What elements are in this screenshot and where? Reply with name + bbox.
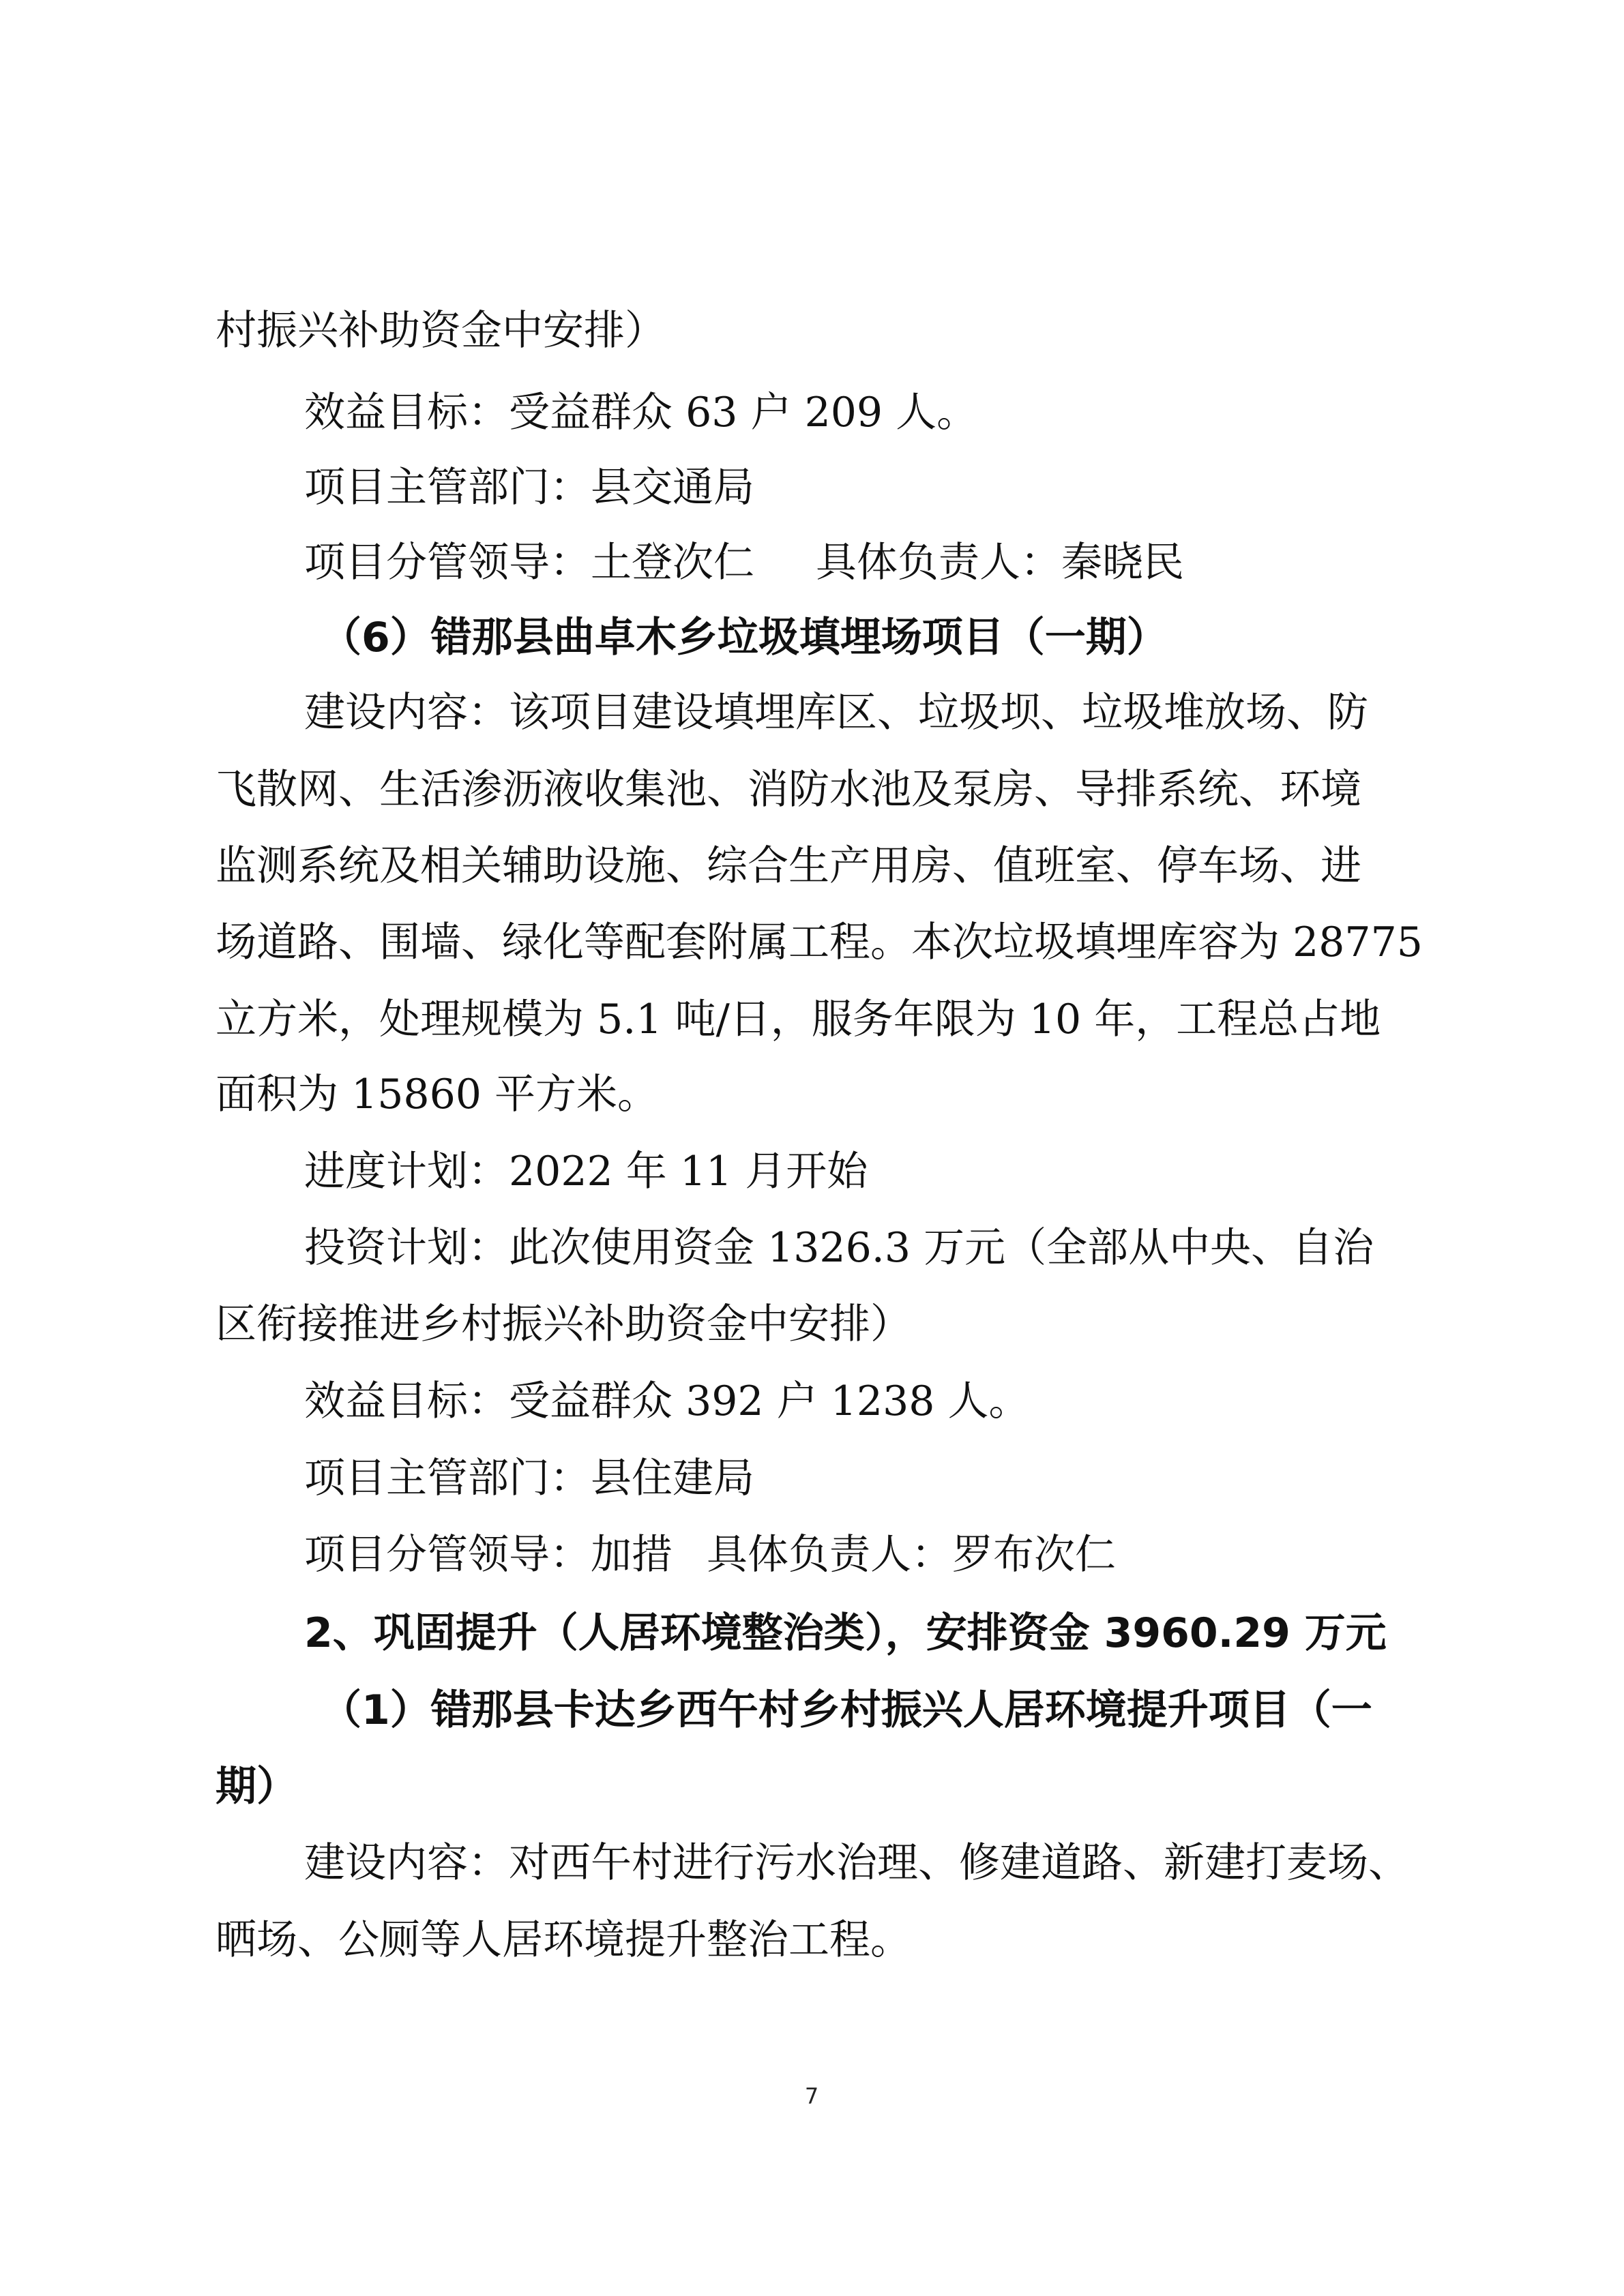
paragraph-line: 场道路、围墙、绿化等配套附属工程。本次垃圾填埋库容为 28775: [216, 919, 1423, 966]
project-heading: （6）错那县曲卓木乡垃圾填埋场项目（一期）: [321, 614, 1168, 661]
construction-content-line: 建设内容：该项目建设填埋库区、垃圾坝、垃圾堆放场、防: [304, 689, 1368, 736]
leader-text: 项目分管领导：加措: [304, 1531, 673, 1579]
leader-line: [304, 535, 1184, 590]
leader-text: 项目分管领导：土登次仁: [304, 539, 754, 586]
section-heading: 2、巩固提升（人居环境整治类），安排资金 3960.29 万元: [304, 1609, 1387, 1657]
schedule-line: 进度计划：2022 年 11 月开始: [304, 1148, 868, 1195]
responsible-person-text: 具体负责人：秦晓民: [816, 539, 1184, 586]
construction-content-line: 建设内容：对西午村进行污水治理、修建道路、新建打麦场、: [304, 1839, 1409, 1887]
paragraph-line: 村振兴补助资金中安排）: [216, 307, 666, 355]
responsible-person-text: 具体负责人：罗布次仁: [707, 1531, 1116, 1579]
department-line: 项目主管部门：县住建局: [304, 1455, 754, 1502]
paragraph-line: 晒场、公厕等人居环境提升整治工程。: [216, 1916, 911, 1964]
leader-line: [304, 1527, 1116, 1582]
benefit-target-line: 效益目标：受益群众 63 户 209 人。: [304, 389, 978, 436]
paragraph-line: 立方米，处理规模为 5.1 吨/日，服务年限为 10 年，工程总占地: [216, 996, 1381, 1043]
investment-plan-line: 投资计划：此次使用资金 1326.3 万元（全部从中央、自治: [304, 1224, 1374, 1272]
project-heading: （1）错那县卡达乡西午村乡村振兴人居环境提升项目（一: [321, 1686, 1372, 1734]
benefit-target-line: 效益目标：受益群众 392 户 1238 人。: [304, 1377, 1030, 1425]
paragraph-line: 飞散网、生活渗沥液收集池、消防水池及泵房、导排系统、环境: [216, 766, 1361, 814]
project-heading-continuation: 期）: [216, 1763, 297, 1810]
page-number: 7: [804, 2083, 819, 2109]
paragraph-line: 监测系统及相关辅助设施、综合生产用房、值班室、停车场、进: [216, 842, 1361, 890]
paragraph-line: 面积为 15860 平方米。: [216, 1071, 659, 1118]
paragraph-line: 区衔接推进乡村振兴补助资金中安排）: [216, 1300, 911, 1348]
department-line: 项目主管部门：县交通局: [304, 464, 754, 511]
